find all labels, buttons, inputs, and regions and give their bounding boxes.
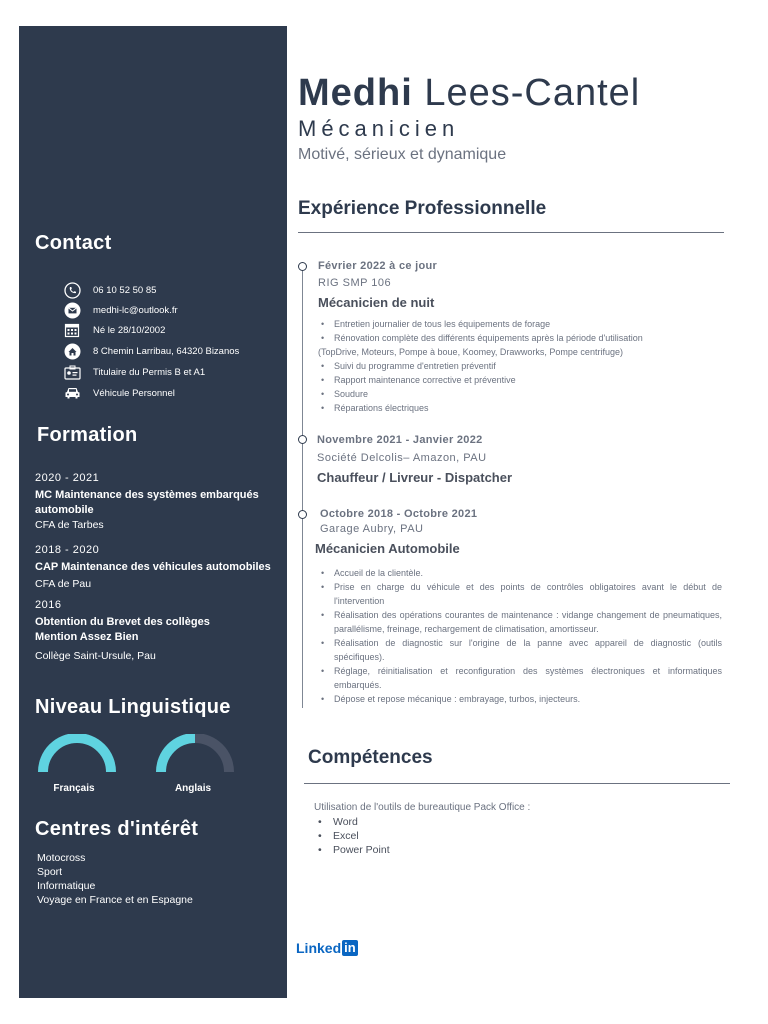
- duty-item: (TopDrive, Moteurs, Pompe à boue, Koomey, Drawworks, Pompe centrifuge): [318, 347, 623, 357]
- linkedin-text: Linked: [296, 940, 342, 956]
- formation-item: [35, 471, 285, 533]
- formation-years: 2016: [35, 599, 62, 611]
- formation-years: 2020 - 2021: [35, 472, 100, 484]
- duty-item: • Rénovation complète des différents équipements après la période d'utilisation: [318, 331, 728, 345]
- contact-heading: Contact: [35, 232, 112, 254]
- formation-school: CFA de Pau: [35, 578, 92, 590]
- language-label-francais: Français: [53, 783, 95, 794]
- job-title: Mécanicien: [298, 116, 460, 141]
- home-icon: [63, 342, 81, 360]
- duty-item: • Prise en charge du véhicule et des points de contrôles obligatoires avant le début de l'intervention: [318, 580, 722, 608]
- formation-item: [35, 543, 285, 592]
- last-name: Lees-Cantel: [424, 72, 641, 114]
- formation-school: Collège Saint-Ursule, Pau: [35, 650, 156, 662]
- timeline-dot: [298, 262, 307, 271]
- formation-years: 2018 - 2020: [35, 544, 100, 556]
- job-company: Société Delcolis– Amazon, PAU: [317, 452, 487, 464]
- interest-item: Voyage en France et en Espagne: [37, 894, 193, 906]
- interest-item: Sport: [37, 866, 63, 878]
- formation-degree: Mention Assez Bien: [35, 631, 139, 643]
- language-heading: Niveau Linguistique: [35, 696, 231, 718]
- linkedin-badge: in: [344, 940, 356, 955]
- job-role: Chauffeur / Livreur - Dispatcher: [317, 470, 513, 485]
- contact-phone-text: 06 10 52 50 85: [93, 284, 157, 296]
- skills-intro: Utilisation de l'outils de bureautique Pack Office :: [314, 802, 531, 813]
- first-name: Medhi: [298, 72, 413, 114]
- formation-school: CFA de Tarbes: [35, 519, 104, 531]
- timeline-line: [302, 264, 303, 708]
- formation-degree: MC Maintenance des systèmes embarqués: [35, 489, 259, 501]
- linkedin-logo[interactable]: [296, 940, 358, 956]
- formation-item: [35, 598, 285, 664]
- duty-item: • Rapport maintenance corrective et préventive: [318, 373, 728, 387]
- contact-vehicle-text: Véhicule Personnel: [93, 387, 175, 399]
- contact-birthdate-text: Né le 28/10/2002: [93, 324, 166, 336]
- email-icon: [63, 301, 81, 319]
- duty-item: • Réalisation de diagnostic sur l'origine de la panne avec appareil de diagnostic (outils spécifiques).: [318, 636, 722, 664]
- interests-list: [37, 851, 193, 907]
- job-company: Garage Aubry, PAU: [320, 523, 424, 535]
- language-label-anglais: Anglais: [174, 783, 212, 794]
- contact-license: [63, 363, 205, 381]
- tagline: Motivé, sérieux et dynamique: [298, 146, 507, 163]
- sidebar: [19, 26, 287, 998]
- timeline-dot: [298, 435, 307, 444]
- gauge-francais: [37, 734, 117, 784]
- job-role: Mécanicien Automobile: [315, 541, 460, 556]
- interest-item: Informatique: [37, 880, 96, 892]
- job-date: Novembre 2021 - Janvier 2022: [317, 434, 483, 446]
- skills-divider: [304, 783, 730, 784]
- contact-phone: [63, 281, 156, 299]
- duty-item: • Entretien journalier de tous les équipements de forage: [318, 317, 728, 331]
- duty-item: • Suivi du programme d'entretien préventif: [318, 359, 728, 373]
- calendar-icon: [63, 321, 81, 339]
- formation-heading: Formation: [37, 424, 138, 446]
- contact-email[interactable]: [63, 301, 178, 319]
- interests-heading: Centres d'intérêt: [35, 818, 199, 840]
- experience-heading: Expérience Professionnelle: [298, 198, 547, 219]
- car-icon: [63, 384, 81, 402]
- skills-heading: Compétences: [308, 747, 433, 768]
- job-company: RIG SMP 106: [318, 277, 392, 289]
- job-duties: [318, 317, 728, 415]
- duty-item: • Réalisation des opérations courantes de maintenance : vidange changement de pneumatiques, parallélisme, freinage, rechargement de climatisation, amortisseur.: [318, 608, 722, 636]
- duty-item: • Réglage, réinitialisation et reconfiguration des systèmes électroniques et informatiques embarqués.: [318, 664, 722, 692]
- formation-degree: CAP Maintenance des véhicules automobiles: [35, 561, 271, 573]
- formation-degree: Obtention du Brevet des collèges: [35, 616, 210, 628]
- contact-address: [63, 342, 239, 360]
- job-date: Octobre 2018 - Octobre 2021: [320, 508, 478, 520]
- contact-address-text: 8 Chemin Larribau, 64320 Bizanos: [93, 345, 240, 357]
- full-name: [298, 72, 640, 115]
- skill-item: • Power Point: [318, 843, 390, 857]
- job-date: Février 2022 à ce jour: [318, 260, 438, 272]
- license-icon: [63, 363, 81, 381]
- duty-item: • Réparations électriques: [318, 401, 728, 415]
- contact-birthdate: [63, 321, 165, 339]
- contact-license-text: Titulaire du Permis B et A1: [93, 366, 206, 378]
- experience-divider: [298, 232, 724, 233]
- duty-item: • Dépose et repose mécanique : embrayage, turbos, injecteurs.: [318, 692, 722, 706]
- duty-item: • Soudure: [318, 387, 728, 401]
- contact-vehicle: [63, 384, 175, 402]
- skills-list: [318, 815, 390, 857]
- duty-item: • Accueil de la clientèle.: [318, 566, 722, 580]
- timeline-dot: [298, 510, 307, 519]
- phone-icon: [63, 281, 81, 299]
- gauge-anglais: [155, 734, 235, 784]
- job-role: Mécanicien de nuit: [318, 295, 435, 310]
- skill-item: • Excel: [318, 829, 390, 843]
- interest-item: Motocross: [37, 852, 86, 864]
- skill-item: • Word: [318, 815, 390, 829]
- job-duties: [318, 566, 722, 706]
- contact-email-text: medhi-lc@outlook.fr: [93, 304, 178, 316]
- formation-degree: automobile: [35, 504, 94, 516]
